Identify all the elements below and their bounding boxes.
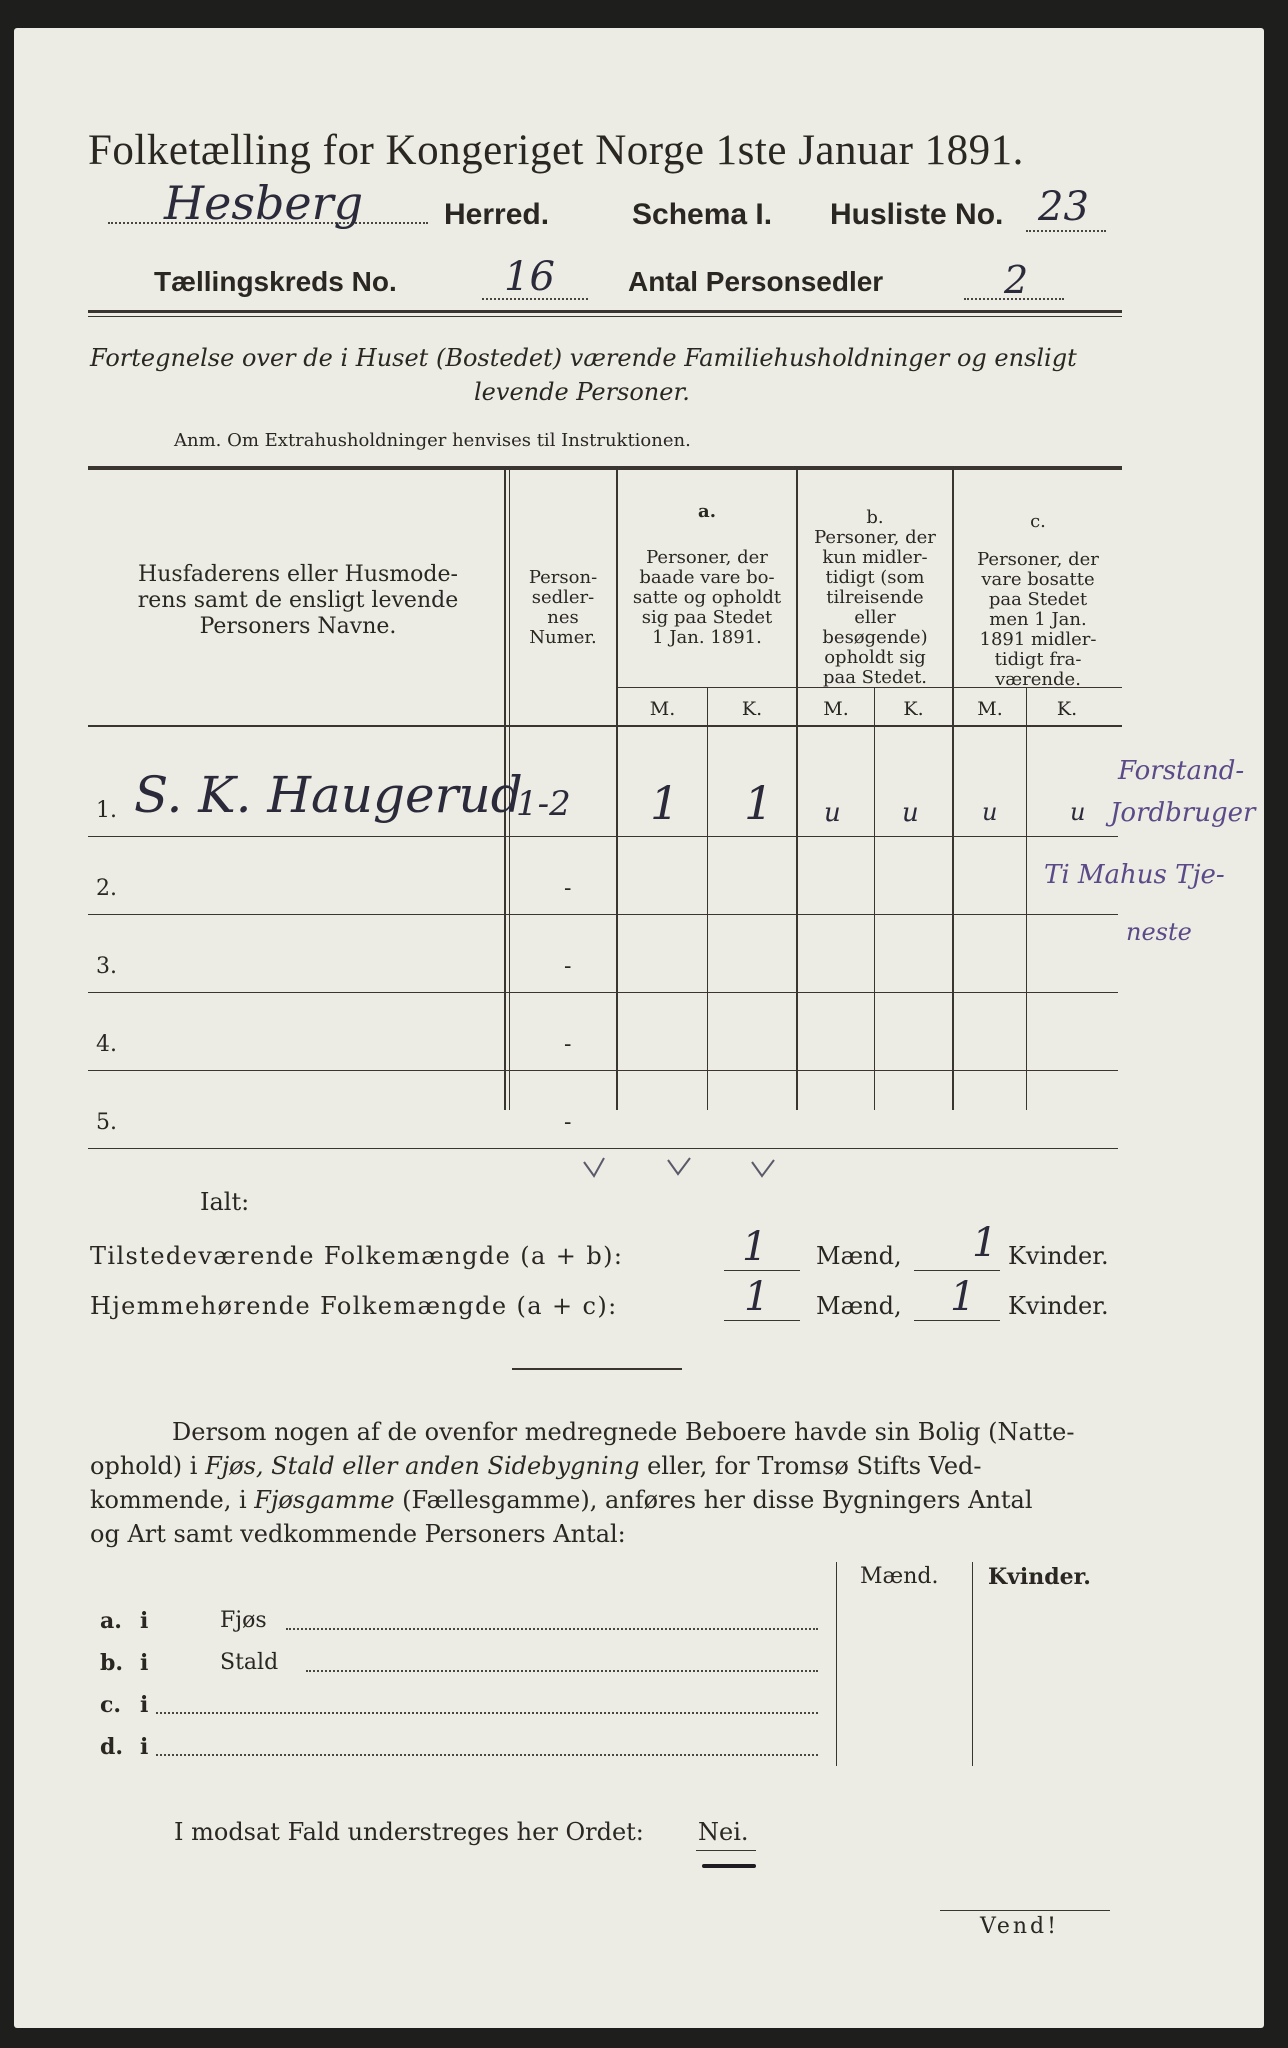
bolig-row-b-i: i bbox=[140, 1650, 149, 1676]
row-2-rule bbox=[88, 914, 1118, 915]
bolig-line-2a: ophold) i bbox=[90, 1452, 206, 1480]
row-3-rule bbox=[88, 992, 1118, 993]
antal-label: Antal Personsedler bbox=[628, 266, 884, 297]
bolig-line-2b: Fjøs, Stald eller anden Sidebygning bbox=[205, 1452, 640, 1480]
bolig-row-a-label: Fjøs bbox=[220, 1608, 267, 1633]
col-a-text-1: Personer, der bbox=[646, 547, 768, 568]
row-1-a-m: 1 bbox=[650, 776, 680, 830]
row-2-number: 2. bbox=[96, 876, 117, 901]
tilstede-k-value: 1 bbox=[972, 1220, 998, 1266]
row-4-person-number: - bbox=[564, 1032, 572, 1057]
mk-b-m: M. bbox=[823, 698, 849, 720]
col-divider-c-mk bbox=[1026, 687, 1027, 1110]
row-1-b-k: u bbox=[902, 798, 919, 828]
row-3-person-number: - bbox=[564, 954, 572, 979]
row-1-number: 1. bbox=[96, 798, 117, 823]
hjemme-maend: Mænd, bbox=[816, 1292, 902, 1320]
bolig-line-3c: (Fællesgamme), anføres her disse Bygningers Antal bbox=[394, 1486, 1033, 1514]
header-double-rule bbox=[88, 310, 1122, 313]
margin-note-line-3: Ti Mahus Tje- bbox=[1044, 860, 1225, 890]
intro-line-2: levende Personer. bbox=[474, 378, 690, 406]
col-b-text-3: tidigt (som bbox=[825, 567, 925, 588]
row-4-rule bbox=[88, 1070, 1118, 1071]
vend-label: Vend! bbox=[980, 1914, 1059, 1939]
tilstede-m-value: 1 bbox=[742, 1224, 768, 1270]
table-top-rule bbox=[88, 466, 1122, 470]
col-a-text-2: baade vare bo- bbox=[639, 567, 775, 588]
col-num-header-2: sedler- bbox=[531, 587, 595, 608]
husliste-dotline bbox=[1026, 230, 1106, 232]
anm-note: Anm. Om Extrahusholdninger henvises til Instruktionen. bbox=[174, 430, 691, 451]
intro-line-1: Fortegnelse over de i Huset (Bostedet) værende Familiehusholdninger og ensligt bbox=[90, 344, 1077, 372]
herred-label: Herred. bbox=[444, 198, 550, 231]
row-1-person-number: 1-2 bbox=[516, 784, 571, 824]
bolig-row-a-dots bbox=[286, 1628, 818, 1630]
bolig-col-divider-1 bbox=[836, 1562, 837, 1766]
bolig-row-c-letter: c. bbox=[100, 1692, 122, 1718]
row-1-b-m: u bbox=[824, 798, 841, 828]
col-c-text-1: Personer, der bbox=[977, 549, 1099, 570]
bolig-line-1: Dersom nogen af de ovenfor medregnede Beboere havde sin Bolig (Natte- bbox=[172, 1418, 1075, 1446]
bolig-line-3 bbox=[90, 1486, 1033, 1514]
row-1-rule bbox=[88, 836, 1118, 837]
hjemme-k-line bbox=[914, 1320, 1000, 1321]
col-b-text-5: eller bbox=[854, 607, 896, 628]
row-5-person-number: - bbox=[564, 1110, 572, 1135]
bolig-row-b-letter: b. bbox=[100, 1650, 124, 1676]
col-c-letter: c. bbox=[1030, 511, 1046, 532]
margin-note-line-4: neste bbox=[1126, 918, 1192, 946]
row-1-name: S. K. Haugerud bbox=[134, 766, 523, 824]
antal-value: 2 bbox=[1004, 258, 1029, 302]
col-b-text-4: tilreisende bbox=[826, 587, 924, 608]
row-5-number: 5. bbox=[96, 1110, 117, 1135]
col-num-header-3: nes bbox=[547, 607, 579, 628]
kreds-label: Tællingskreds No. bbox=[154, 266, 397, 297]
row-1-c-m: u bbox=[982, 798, 998, 826]
kreds-value: 16 bbox=[504, 254, 555, 300]
col-a-text-4: sig paa Stedet bbox=[641, 607, 773, 628]
nei-word: Nei. bbox=[698, 1818, 749, 1846]
col-c-text-3: paa Stedet bbox=[988, 589, 1088, 610]
tilstede-maend: Mænd, bbox=[816, 1242, 902, 1270]
col-num-header-4: Numer. bbox=[529, 627, 597, 648]
bolig-line-2 bbox=[90, 1452, 982, 1480]
bolig-row-b-dots bbox=[306, 1670, 818, 1672]
col-num-header-1: Person- bbox=[528, 567, 598, 588]
bolig-row-b-label: Stald bbox=[220, 1650, 279, 1675]
col-b-text-2: kun midler- bbox=[822, 547, 928, 568]
col-names-header-2: rens samt de ensligt levende bbox=[137, 588, 459, 613]
col-divider-b-mk bbox=[874, 687, 875, 1110]
bolig-row-c-dots bbox=[156, 1712, 818, 1714]
bolig-kvinder-header: Kvinder. bbox=[988, 1564, 1091, 1590]
bolig-maend-header: Mænd. bbox=[860, 1564, 939, 1589]
ialt-label: Ialt: bbox=[200, 1188, 250, 1216]
bolig-line-2c: eller, for Tromsø Stifts Ved- bbox=[639, 1452, 982, 1480]
vend-rule bbox=[940, 1910, 1110, 1911]
bolig-row-d-letter: d. bbox=[100, 1734, 124, 1760]
mk-c-k: K. bbox=[1056, 698, 1078, 720]
bolig-line-3b: Fjøsgamme bbox=[254, 1486, 395, 1514]
header-double-rule-2 bbox=[88, 316, 1122, 317]
bolig-row-c-i: i bbox=[140, 1692, 149, 1718]
col-a-text-5: 1 Jan. 1891. bbox=[652, 627, 762, 648]
hjemme-k-value: 1 bbox=[950, 1274, 976, 1320]
census-form-page bbox=[14, 28, 1264, 2028]
mk-c-m: M. bbox=[977, 698, 1003, 720]
col-c-text-4: men 1 Jan. bbox=[989, 609, 1087, 630]
nei-pen-stroke bbox=[702, 1864, 756, 1868]
mk-b-k: K. bbox=[903, 698, 924, 720]
col-c-text-7: værende. bbox=[995, 669, 1081, 690]
row-1-c-k: u bbox=[1070, 798, 1086, 826]
col-names-header-1: Husfaderens eller Husmode- bbox=[138, 562, 458, 587]
col-divider-a-mk bbox=[707, 687, 708, 1110]
bolig-line-4: og Art samt vedkommende Personers Antal: bbox=[90, 1520, 626, 1548]
row-1-a-k: 1 bbox=[744, 776, 774, 830]
schema-label: Schema I. bbox=[632, 198, 773, 231]
husliste-value: 23 bbox=[1038, 184, 1089, 230]
form-title: Folketælling for Kongeriget Norge 1ste Januar 1891. bbox=[88, 127, 1024, 174]
row-2-person-number: - bbox=[564, 876, 572, 901]
row-3-number: 3. bbox=[96, 954, 117, 979]
bolig-row-a-i: i bbox=[140, 1608, 149, 1634]
tilstede-k-line bbox=[914, 1270, 1000, 1271]
mk-a-m: M. bbox=[649, 698, 676, 720]
bolig-row-d-i: i bbox=[140, 1734, 149, 1760]
husliste-label: Husliste No. bbox=[830, 198, 1004, 231]
tilstede-label: Tilstedeværende Folkemængde (a + b): bbox=[90, 1242, 624, 1270]
col-c-text-6: tidigt fra- bbox=[994, 649, 1082, 670]
mk-a-k: K. bbox=[741, 698, 763, 720]
herred-value: Hesberg bbox=[164, 176, 364, 230]
bolig-row-a-letter: a. bbox=[100, 1608, 122, 1634]
col-b-text-1: Personer, der bbox=[814, 527, 936, 548]
col-b-text-8: paa Stedet. bbox=[822, 667, 928, 688]
margin-note-line-2: Jordbruger bbox=[1110, 798, 1256, 828]
col-c-text-2: vare bosatte bbox=[981, 569, 1095, 590]
col-a-text-3: satte og opholdt bbox=[632, 587, 782, 608]
col-a-letter: a. bbox=[698, 501, 716, 522]
section-divider bbox=[512, 1368, 682, 1370]
hjemme-kvinder: Kvinder. bbox=[1008, 1292, 1109, 1320]
table-header-bottom-rule bbox=[88, 725, 1122, 727]
nei-underline bbox=[696, 1850, 756, 1851]
col-c-text-5: 1891 midler- bbox=[979, 629, 1097, 650]
check-ticks bbox=[574, 1148, 814, 1188]
col-names-header-3: Personers Navne. bbox=[199, 614, 397, 639]
bolig-col-divider-2 bbox=[972, 1562, 973, 1766]
hjemme-m-value: 1 bbox=[744, 1274, 770, 1320]
col-b-text-6: besøgende) bbox=[822, 627, 928, 648]
tilstede-m-line bbox=[724, 1270, 800, 1271]
col-b-letter: b. bbox=[866, 507, 884, 528]
hjemme-label: Hjemmehørende Folkemængde (a + c): bbox=[90, 1292, 618, 1320]
bolig-row-d-dots bbox=[156, 1754, 818, 1756]
col-b-text-7: opholdt sig bbox=[824, 647, 926, 668]
modsat-label: I modsat Fald understreges her Ordet: bbox=[174, 1818, 644, 1846]
margin-note-line-1: Forstand- bbox=[1118, 756, 1245, 786]
bolig-line-3a: kommende, i bbox=[90, 1486, 255, 1514]
tilstede-kvinder: Kvinder. bbox=[1008, 1242, 1109, 1270]
row-4-number: 4. bbox=[96, 1032, 117, 1057]
hjemme-m-line bbox=[724, 1320, 800, 1321]
